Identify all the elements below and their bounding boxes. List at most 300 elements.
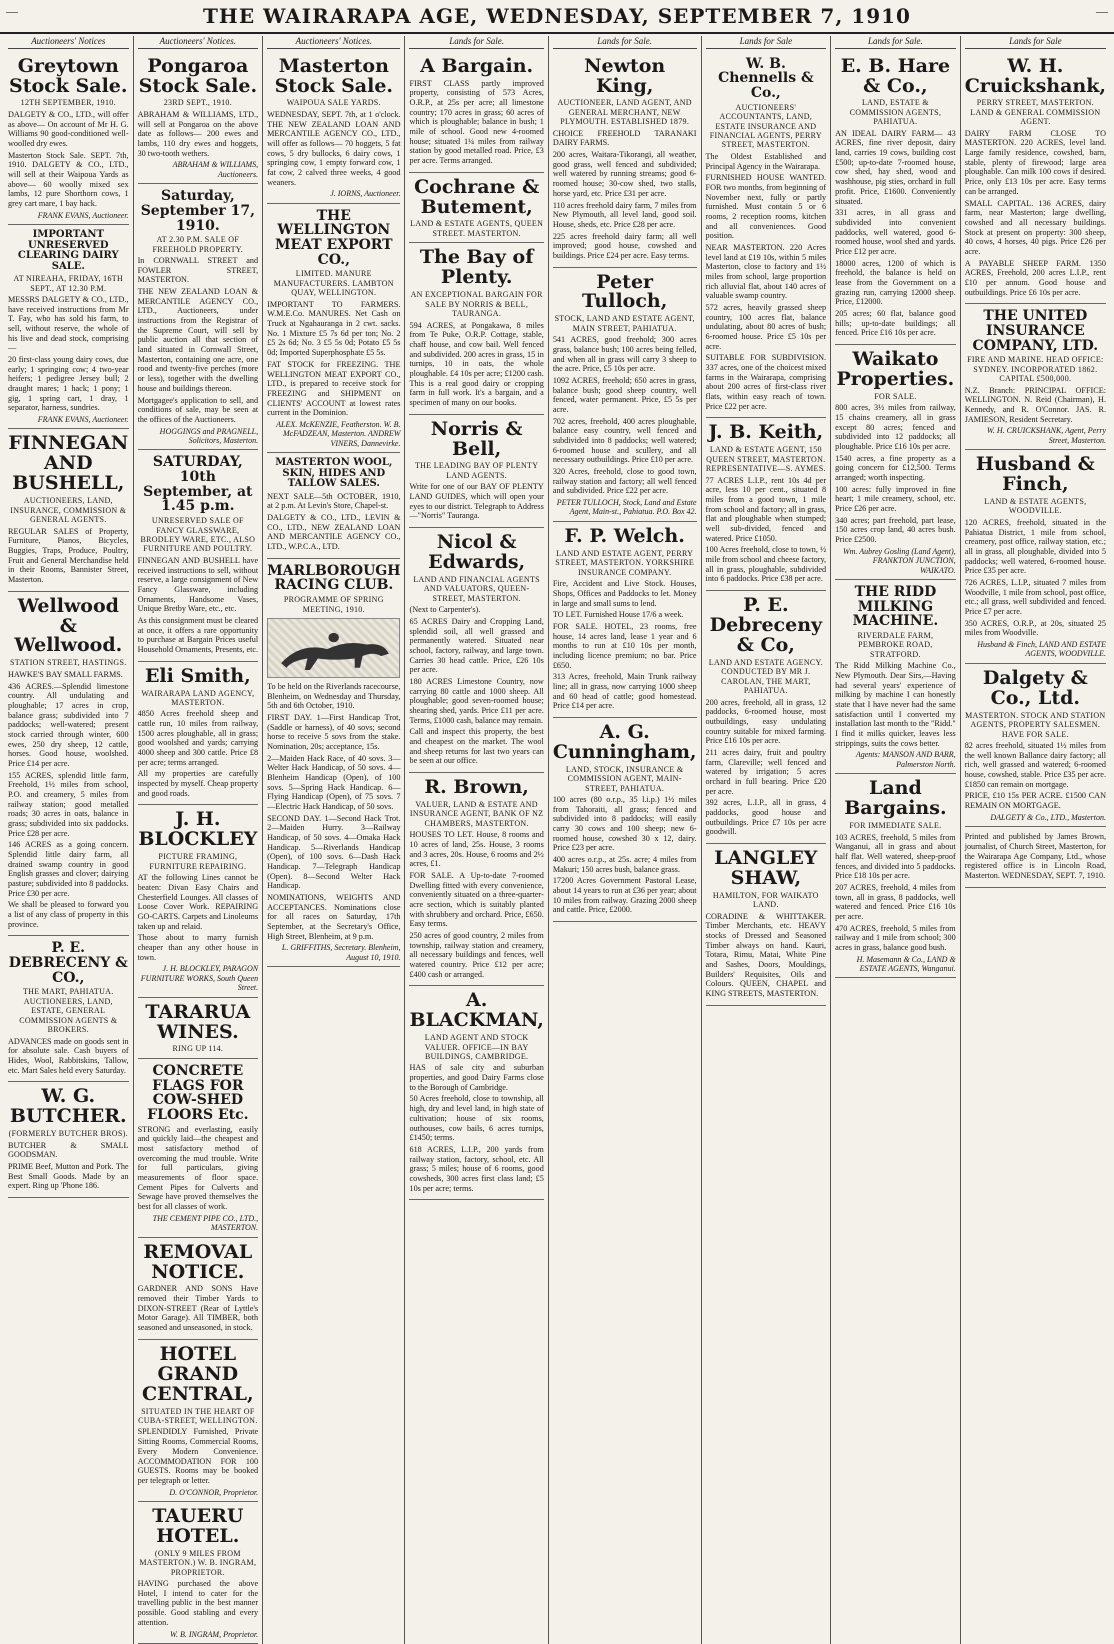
- ad-title: The Bay of Plenty.: [419, 246, 534, 289]
- column-heading: Lands for Sale: [706, 36, 827, 49]
- ad-title: MASTERTON WOOL, SKIN, HIDES AND TALLOW SALES.: [275, 457, 393, 490]
- ad-paragraph: BUTCHER & SMALL GOODSMAN.: [8, 1140, 129, 1160]
- ad-paragraph: FINNEGAN AND BUSHELL have received instructions to sell, without reserve, a large consignment of New Fancy Glassware, including Ornaments, Handsome Vases, Unique Bretby Ware, etc., etc.: [137, 555, 259, 614]
- ad-paragraph: HAVING purchased the above Hotel, I intend to cater for the travelling public in the best manner possible. Good stabling and every attention.: [137, 1579, 259, 1627]
- ad-paragraph: 702 acres, freehold, 400 acres ploughable, balance easy country, well fenced and subdivided into 8 paddocks; well watered; 6-roomed house and scullery, and all necessary outbuildings. Price £10 per acre.: [552, 416, 697, 465]
- ad-paragraph: In CORNWALL STREET and FOWLER STREET, MASTERTON.: [137, 256, 259, 285]
- advertisement: [138, 998, 259, 1059]
- advertisement: [8, 52, 129, 225]
- ad-title: REMOVAL NOTICE.: [143, 1240, 253, 1283]
- advertisement: [138, 1238, 259, 1340]
- ad-paragraph: WEDNESDAY, SEPT. 7th, at 1 o'clock. THE NEW ZEALAND LOAN AND MERCANTILE AGENCY CO., LTD., will offer as follows— 70 hoggets, 5 fat cows, 5 dry bullocks, 6 dairy cows, 1 springing cow, 1 empty forward cow, 1 fat cow, 2 calved three weeks, 4 good weaners.: [267, 109, 401, 187]
- ad-paragraph: FOR SALE. HOTEL, 23 rooms, free house, 14 acres land, lease 1 year and 6 months to run at £10 10s per month, including licence premium; no bar. Price £650.: [552, 621, 697, 670]
- ad-paragraph: 211 acres dairy, fruit and poultry farm, Clareville; well fenced and watered by irrigation; 5 acres orchard in full bearing. Price £20 per acre.: [705, 747, 827, 796]
- ad-subtitle: LIMITED. MANURE MANUFACTURERS. LAMBTON QUAY, WELLINGTON.: [273, 269, 394, 298]
- advertisement: [965, 304, 1106, 450]
- ad-title: TAUERU HOTEL.: [152, 1504, 244, 1547]
- ad-paragraph: Masterton Stock Sale. SEPT. 7th, 1910. DALGETY & CO., LTD., will sell at their Waipoua Yards as above— 60 woolly mixed sex lambs, 12 pure Shorthorn cows, 1 grey cart mare, 1 bay hack.: [8, 150, 129, 208]
- column-4: [405, 36, 548, 1644]
- ad-body: [8, 1141, 129, 1191]
- ad-title: Newton King,: [584, 54, 666, 97]
- ad-paragraph: REGULAR SALES of Property, Furniture, Pianos, Bicycles, Buggies, Traps, Produce, Poultry, Fruit and General Merchandise held in their Rooms, Bannister Street, Masterton.: [8, 526, 129, 584]
- ad-paragraph: 50 Acres freehold, close to township, all high, dry and level land, in high state of cultivation; house of six rooms, outhouses, cow bails, 6 acres turnips, £1450; terms.: [409, 1094, 544, 1143]
- ad-paragraph: CHOICE FREEHOLD TARANAKI DAIRY FARMS.: [552, 128, 697, 148]
- column-3: [263, 36, 405, 1644]
- ad-subtitle: WAIPOUA SALE YARDS.: [286, 98, 381, 108]
- ad-paragraph: ABRAHAM & WILLIAMS, LTD., will sell at Pongaroa on the above date as follows— 200 ewes and lambs, 110 dry ewes and hoggets, 30 two-tooth wethers.: [137, 109, 259, 158]
- ad-paragraph: SUITABLE FOR SUBDIVISION. 337 acres, one of the choicest mixed farms in the Wairarapa, comprising about 200 acres of first-class river flats, within easy reach of town. Price £22 per acre.: [705, 353, 827, 411]
- ad-body: [138, 110, 259, 158]
- ad-title: J. H. BLOCKLEY: [138, 808, 258, 851]
- advertisement: [409, 986, 543, 1200]
- column-heading: Lands for Sale.: [409, 36, 543, 49]
- ad-paragraph: NOMINATIONS, WEIGHTS AND ACCEPTANCES. Nominations close for all races on Saturday, 17th September, at the Secretary's Office, High Street, Blenheim, at 9 p.m.: [267, 893, 401, 941]
- ad-paragraph: PRICE, £10 15s PER ACRE. £1500 CAN REMAIN ON MORTGAGE.: [964, 791, 1106, 811]
- ad-paragraph: ADVANCES made on goods sent in for absolute sale. Cash buyers of Hides, Wool, Rabbitskins, Tallow, etc. Mart Sales held every Saturday.: [8, 1036, 129, 1075]
- ad-paragraph: 205 acres; 60 flat, balance good hills; up-to-date buildings; all fenced. Price £16 10s per acre.: [835, 308, 956, 338]
- advertisement: [138, 1340, 259, 1502]
- advertisement: [8, 1082, 129, 1198]
- ad-body: [138, 1427, 259, 1485]
- ad-subtitle: FIRE AND MARINE. HEAD OFFICE: SYDNEY. INCORPORATED 1862. CAPITAL £500,000.: [967, 355, 1104, 384]
- ad-paragraph: FIRST CLASS partly improved property, consisting of 573 Acres, O.R.P., at 25s per acre; all limestone country; 170 acres in grass; 60 acres of which is ploughable; balance in bush; 1 mile of school. Good new 4-roomed house; situated 1¼ miles from railway station by good metalled road. Price, £3 per acre. Terms arranged.: [409, 78, 544, 165]
- ad-paragraph: 800 acres, 3½ miles from railway, 15 chains creamery, all in grass except 80 acres; fenced and subdivided into 12 paddocks; all ploughable. Price £16 10s per acre.: [835, 403, 956, 451]
- ad-paragraph: 1540 acres, a fine property as a going concern for £12,500. Terms arranged; worth inspecting.: [835, 453, 956, 482]
- ad-body: [553, 795, 697, 915]
- column-heading: Lands for Sale.: [553, 36, 697, 49]
- column-heading: Auctioneers' Notices.: [267, 36, 400, 49]
- ad-title: Saturday, September 17, 1910.: [140, 188, 255, 234]
- ad-paragraph: NEXT SALE—5th OCTOBER, 1910, at 2 p.m. At Levin's Store, Chapel-st.: [267, 491, 401, 511]
- ad-signature: Agents: MANSON AND BARR, Palmerston North.: [855, 750, 956, 769]
- ad-paragraph: 225 acres freehold dairy farm; all well improved; good house, cowshed and buildings. Price £24 per acre. Easy terms.: [552, 231, 697, 260]
- ad-subtitle: LAND & ESTATE AGENTS, WOODVILLE.: [984, 497, 1087, 516]
- ad-paragraph: 103 ACRES, freehold, 5 miles from Wanganui, all in grass and about half flat. Well watered, sheep-proof fences, and divided into 5 paddocks. Price £18 10s per acre.: [835, 832, 956, 881]
- ad-signature: Wm. Aubrey Gosling (Land Agent), FRANKTON JUNCTION, WAIKATO.: [842, 546, 956, 575]
- ad-signature: W. H. CRUICKSHANK, Agent, Perry Street, Masterton.: [986, 426, 1106, 445]
- ad-paragraph: MESSRS DALGETY & CO., LTD., have received instructions from Mr T. Fay, who has sold his farm, to sell, without reserve, the whole of his live and dead stock, comprising—: [8, 294, 129, 353]
- ad-paragraph: 110 acres freehold dairy farm, 7 miles from New Plymouth, all level land, good soil. House, sheds, etc. Price £28 per acre.: [552, 200, 697, 229]
- ad-paragraph: (Next to Carpenter's).: [409, 605, 481, 615]
- advertisement: [267, 453, 400, 559]
- ad-paragraph: The Oldest Established and Principal Agency in the Wairarapa.: [705, 151, 827, 171]
- column-8: [961, 36, 1110, 1644]
- ad-title: CONCRETE FLAGS FOR COW-SHED FLOORS Etc.: [147, 1062, 249, 1123]
- ad-paragraph: 200 acres, Waitara-Tikorangi, all weather, good grass, well fenced and subdivided; well watered by running streams; good 6-roomed house; 30-cow shed, two stalls, horse yard, etc. Price £31 per acre.: [552, 150, 697, 198]
- ad-paragraph: We shall be pleased to forward you a list of any class of property in this province.: [8, 900, 129, 929]
- ad-subtitle: VALUER, LAND & ESTATE AND INSURANCE AGENT, BANK OF NZ CHAMBERS, MASTERTON.: [409, 799, 544, 828]
- ad-subtitle: LAND, STOCK, INSURANCE & COMMISSION AGENT, MAIN-STREET, PAHIATUA.: [565, 764, 684, 793]
- ad-paragraph: AT the following Lines cannot be beaten: Divan Easy Chairs and Chesterfield Lounges. All classes of Loose Cover Work. REPAIRING GO-CARTS. Carpets and Linoleums taken up and relaid.: [137, 873, 259, 931]
- ad-paragraph: GARDNER AND SONS Have removed their Timber Yards to DIXON-STREET (Rear of Lyttle's Motor Garage). All TIMBER, both seasoned and unseasoned, in stock.: [137, 1284, 259, 1333]
- advertisement: [267, 204, 400, 453]
- ad-paragraph: The Ridd Milking Machine Co., New Plymouth. Dear Sirs,—Having had several years' experience of milking by machine I can honestly state that I have never had the same satisfaction until I converted my installation last month to the "Ridd." I find it milks quicker, leaves less strippings, suits the cows better.: [835, 661, 956, 748]
- ad-title: A. G. Cunningham,: [552, 720, 697, 763]
- ad-title: W. B. Chennells & Co.,: [718, 55, 814, 101]
- ad-subtitle: THE LEADING BAY OF PLENTY LAND AGENTS.: [414, 461, 539, 480]
- ad-paragraph: Those about to marry furnish cheaper than any other house in town.: [137, 933, 259, 962]
- column-2: [134, 36, 264, 1644]
- ad-paragraph: 250 acres of good country, 2 miles from township, railway station and creamery, all necessary buildings and fences, well watered country. Price £12 per acre; £400 cash or arranged.: [409, 930, 544, 979]
- ad-body: [553, 579, 697, 711]
- advertisement: [965, 450, 1106, 664]
- ad-body: [835, 661, 956, 748]
- ad-paragraph: 572 acres, heavily grassed sheep country, 100 acres flat, balance undulating, about 80 acres of bush; 6-roomed house. Price £5 10s per acre.: [705, 302, 827, 351]
- advertisement: [706, 418, 827, 591]
- ad-signature: FRANK EVANS, Auctioneer.: [37, 210, 129, 220]
- ad-title: FINNEGAN AND BUSHELL,: [8, 432, 129, 495]
- ad-title: Dalgety & Co., Ltd.: [982, 666, 1088, 709]
- ad-subtitle: AT 2.30 P.M. SALE OF FREEHOLD PROPERTY.: [152, 235, 244, 254]
- column-heading: Auctioneers' Notices.: [138, 36, 259, 49]
- ad-body: [706, 912, 827, 999]
- ad-paragraph: 470 ACRES, freehold, 5 miles from railway and 1 mile from school; 300 acres in grass, balance good bush.: [835, 923, 956, 952]
- ad-signature: L. GRIFFITHS, Secretary. Blenheim, August 10, 1910.: [281, 943, 401, 962]
- ad-paragraph: 100 acres: fully improved in fine heart; 1 mile creamery, school, etc. Price £26 per acre.: [835, 484, 956, 513]
- newspaper-title: THE WAIRARAPA AGE, WEDNESDAY, SEPTEMBER 7, 1910: [203, 4, 911, 28]
- masthead: [0, 0, 1114, 34]
- ad-signature: ABRAHAM & WILLIAMS, Auctioneers.: [172, 160, 259, 179]
- ad-title: F. P. Welch.: [564, 524, 685, 547]
- ad-subtitle: AUCTIONEERS, LAND, INSURANCE, COMMISSION & GENERAL AGENTS.: [10, 496, 127, 525]
- advertisement: [8, 429, 129, 591]
- ad-paragraph: 340 acres; part freehold, part lease, 150 acres crop land, 40 acres bush. Price £2500.: [835, 515, 956, 544]
- ad-subtitle: 12TH SEPTEMBER, 1910.: [20, 98, 116, 108]
- ad-body: [409, 605, 543, 766]
- ad-signature: J. H. BLOCKLEY, PARAGON FURNITURE WORKS, South Queen Street.: [140, 964, 259, 993]
- ad-body: [965, 129, 1106, 297]
- ad-paragraph: 350 ACRES, O.R.P., at 20s, situated 25 miles from Woodville.: [964, 618, 1106, 638]
- ad-paragraph: 726 ACRES, L.I.P., situated 7 miles from Woodville, 1 mile from school, post office, etc.; all grass, well subdivided and fenced. Price £7 per acre.: [964, 577, 1106, 616]
- ad-subtitle: PERRY STREET, MASTERTON. LAND & GENERAL COMMISSION AGENT.: [970, 98, 1101, 127]
- ad-body: [409, 1063, 543, 1193]
- ad-title: Greytown Stock Sale.: [9, 54, 128, 97]
- ad-subtitle: STOCK, LAND AND ESTATE AGENT, MAIN STREET, PAHIATUA.: [554, 314, 695, 333]
- ad-signature: DALGETY & Co., LTD., Masterton.: [990, 812, 1106, 822]
- ad-paragraph: SPLENDIDLY Furnished, Private Sitting Rooms, Commercial Rooms, Every Modern Convenience. ACCOMMODATION FOR 100 GUESTS. Rooms may be booked per telegraph or letter.: [137, 1427, 259, 1485]
- ad-subtitle: 23RD SEPT., 1910.: [163, 98, 232, 108]
- ad-paragraph: NEAR MASTERTON. 220 Acres level land at £19 10s, within 5 miles Masterton, close to factory and 1½ miles from school, large proportion rich alluvial flat, about 140 acres of valuable swamp country.: [705, 242, 827, 301]
- ad-subtitle: LAND AND ESTATE AGENCY. CONDUCTED BY MR J. CAROLAN, THE MART, PAHIATUA.: [708, 657, 823, 696]
- column-heading: Lands for Sale: [965, 36, 1106, 49]
- ad-body: [8, 1037, 129, 1076]
- ad-subtitle: PROGRAMME OF SPRING MEETING, 1910.: [283, 595, 384, 614]
- ad-body: [706, 476, 827, 584]
- ad-body: [267, 492, 400, 552]
- advertisement: [706, 844, 827, 1006]
- advertisement: [553, 52, 697, 268]
- column-1: [4, 36, 134, 1644]
- ad-title: Wellwood & Wellwood.: [14, 594, 123, 657]
- ad-paragraph: 392 acres, L.I.P., all in grass, 4 paddocks, good house and outbuildings. Price £7 10s per acre goodwill.: [705, 798, 827, 837]
- ad-title: Norris & Bell,: [430, 417, 523, 460]
- advertisement: [706, 591, 827, 844]
- advertisement: [409, 528, 543, 773]
- ad-title: E. B. Hare & Co.,: [840, 54, 951, 97]
- ad-body: [835, 833, 956, 953]
- ad-body: [267, 110, 400, 187]
- ad-signature: HOGGINGS and PRAGNELL, Solicitors, Masterton.: [159, 426, 259, 445]
- ad-body: [267, 682, 400, 941]
- advertisement: [8, 592, 129, 937]
- ad-paragraph: DAIRY FARM CLOSE TO MASTERTON. 220 ACRES, level land. Large family residence, cowshed, barn, stable, plenty of firewood; large area ploughable. Can milk 100 cows if desired. Price, only £13 10s per acre. Easy terms can be arranged.: [964, 128, 1106, 196]
- ad-paragraph: THE NEW ZEALAND LOAN & MERCANTILE AGENCY CO., LTD., Auctioneers, under instructions from the Registrar of the Supreme Court, will sell by public auction all that section of land situated in Cornwall Street, Masterton, containing one acre, one rood and twenty-five perches (more or less), together with the dwelling house and buildings thereon.: [137, 287, 259, 393]
- ad-paragraph: 594 ACRES, at Pongakawa, 8 miles from Te Puke, O.R.P. Cottage, stable, chaff house, and cow bail. Well fenced and subdivided. 200 acres in grass, 15 in turnips, 10 in oats, the whole ploughable. £4 10s per acre; £1200 cash. This is a real good dairy or cropping farm in full work. It's a bargain, and a specimen of many on our books.: [409, 320, 544, 407]
- ad-body: [835, 129, 956, 338]
- advertisement: [965, 664, 1106, 827]
- ad-body: [8, 670, 129, 929]
- ad-paragraph: 618 ACRES, L.I.P., 200 yards from railway station, factory, school, etc. All grass; 5 miles; house of 6 rooms, good cowsheds, 300 acres first class land; £5 10s per acre; terms.: [409, 1144, 544, 1193]
- ad-title: Nicol & Edwards,: [428, 531, 526, 573]
- advertisement: [8, 936, 129, 1082]
- ad-title: W. G. BUTCHER.: [9, 1085, 127, 1128]
- ad-paragraph: STRONG and everlasting, easily and quickly laid—the cheapest and most satisfactory method of overcoming the mud trouble. Write for full particulars, giving measurements of floor space. Cement Pipes for Culverts and Sewage have proved themselves the best for all classes of work.: [137, 1124, 259, 1212]
- ad-title: W. H. Cruickshank,: [964, 54, 1106, 97]
- ad-paragraph: HAWKE'S BAY SMALL FARMS.: [8, 669, 123, 679]
- ad-body: [409, 79, 543, 166]
- advertisement: [409, 415, 543, 528]
- ad-paragraph: FOR SALE. A Up-to-date 7-roomed Dwelling fitted with every convenience, conveniently situated on a three-quarter-acre section, which is suitably planted with shrubbery and orchard. Price, £650. Easy terms.: [409, 870, 544, 929]
- advertisement: [138, 184, 259, 450]
- ad-title: P. E. DEBRECENY & CO.,: [8, 940, 128, 986]
- ad-paragraph: 541 ACRES, good freehold; 300 acres grass, balance bush; 100 acres being felled, and when all in grass will carry 3 sheep to the acre. Price, £5 10s per acre.: [552, 335, 697, 374]
- ad-subtitle: MASTERTON. STOCK AND STATION AGENTS, PROPERTY SALESMEN. HAVE FOR SALE.: [965, 710, 1106, 739]
- ad-title: Masterton Stock Sale.: [274, 54, 394, 97]
- ad-paragraph: FURNISHED HOUSE WANTED. FOR two months, from beginning of November next, fully or partly furnished. Must contain 5 or 6 rooms, 2 reception rooms, kitchen and all conveniences. Good position.: [705, 173, 827, 241]
- ad-paragraph: 120 ACRES, freehold, situated in the Pahiatua District, 1 mile from school, creamery, post office, railway station, etc.; all in grass, all ploughable, divided into 5 paddocks; well watered, 6-roomed house. Price £35 per acre.: [964, 517, 1106, 576]
- ad-body: [835, 403, 956, 544]
- ad-signature: ALEX. McKENZIE, Featherston. W. B. McFADZEAN, Masterton. ANDREW VINERS, Dannevirke.: [276, 419, 401, 448]
- ad-paragraph: 436 ACRES.—Splendid limestone country. All undulating and ploughable; 17 acres in crop, balance grass; subdivided into 7 paddocks; well-watered; present stock carried through winter, 600 ewes, 250 dry sheep, 12 cattle, horses. Good house, woolshed. Price £14 per acre.: [8, 681, 129, 768]
- advertisement: [409, 52, 543, 173]
- ad-paragraph: 20 first-class young dairy cows, due early; 1 springing cow; 4 two-year heifers; 1 pedigree Jersey bull; 2 draught mares; 1 hack; 1 pony; 1 gig, 1 spring cart, 1 dray, 1 separator, harness, sundries.: [8, 354, 129, 413]
- advertisement: [553, 268, 697, 522]
- ad-subtitle: THE MART, PAHIATUA. AUCTIONEERS, LAND, ESTATE, GENERAL COMMISSION AGENTS & BROKERS.: [19, 987, 118, 1035]
- ad-body: [138, 873, 259, 962]
- ad-body: [965, 741, 1106, 811]
- ad-title: J. B. Keith,: [708, 421, 824, 444]
- ad-paragraph: 400 acres o.r.p., at 25s. acre; 4 miles from Makuri; 150 acres bush, balance grass.: [552, 855, 697, 874]
- ad-paragraph: HAS of sale city and suburban properties, and good Dairy Farms close to the Borough of Cambridge.: [409, 1063, 544, 1092]
- ad-title: A. BLACKMAN,: [409, 989, 544, 1032]
- ad-body: [409, 321, 543, 408]
- ad-paragraph: 155 ACRES, splendid little farm, Freehold, 1½ miles from school, P.O. and creamery, 5 miles from railway station; good metalled roads; 30 acres in oats, balance in grass; subdivided into six paddocks. Price £28 per acre.: [8, 770, 129, 838]
- ad-paragraph: DALGETY & CO., LTD., will offer as above— On account of Mr H. G. Williams 90 good-conditioned well-woolled dry ewes.: [8, 109, 129, 148]
- ad-subtitle: HAMILTON, FOR WAIKATO LAND.: [712, 890, 819, 910]
- advertisement: [138, 1059, 259, 1238]
- advertisement: [835, 345, 956, 580]
- ad-paragraph: HOUSES TO LET. House, 8 rooms and 10 acres of land, 25s. House, 3 rooms and 3 acres, 20s. House, 6 rooms and 2½ acres, £1.: [409, 830, 544, 869]
- advertisement: [409, 173, 543, 244]
- ad-subtitle: AUCTIONEERS' ACCOUNTANTS, LAND, ESTATE INSURANCE AND FINANCIAL AGENTS, PERRY STREET, MASTERTON.: [709, 102, 822, 150]
- advertisement: [706, 52, 827, 419]
- ad-signature: Husband & Finch, LAND AND ESTATE AGENTS, WOODVILLE.: [977, 639, 1106, 659]
- ad-paragraph: 146 ACRES as a going concern. Splendid little dairy farm, all drained swamp country in good English grasses and clover; dairying pasture; subdivided into 8 paddocks. Price £30 per acre.: [8, 840, 129, 898]
- ad-subtitle: AT NIREAHA, FRIDAY, 16TH SEPT., AT 12.30 P.M.: [13, 274, 124, 293]
- ad-paragraph: 100 acres (80 o.r.p., 35 l.i.p.) 1½ miles from Tahoraiti, all grass; fenced and subdivided into 8 paddocks; will easily carry 30 cows and 100 sheep; new 6-roomed house, cowshed 30 x 12, dairy. Price £23 per acre.: [552, 795, 697, 853]
- ad-paragraph: Fire, Accident and Live Stock. Houses, Shops, Offices and Paddocks to let. Money in large and small sums to lend.: [552, 579, 697, 608]
- column-heading: Auctioneers' Notices: [8, 36, 129, 49]
- ad-paragraph: 82 acres freehold, situated 1½ miles from the well known Ballance dairy factory; all rich, well grassed and watered; 6-roomed house, cowshed, stable. Price £35 per acre. £1850 can remain on mortgage.: [964, 741, 1106, 789]
- ad-signature: FRANK EVANS, Auctioneer.: [37, 415, 129, 425]
- advertisement: [409, 773, 543, 986]
- ad-title: Land Bargains.: [844, 777, 947, 820]
- ad-title: IMPORTANT UNRESERVED CLEARING DAIRY SALE.: [17, 229, 119, 272]
- ad-paragraph: PRIME Beef, Mutton and Pork. The Best Small Goods. Made by an expert. Ring up 'Phone 186.: [8, 1161, 129, 1191]
- ad-subtitle: LAND AND ESTATE AGENT, PERRY STREET, MASTERTON. YORKSHIRE INSURANCE COMPANY.: [555, 548, 695, 577]
- ad-subtitle: LAND & ESTATE AGENTS, QUEEN STREET. MASTERTON.: [410, 219, 544, 238]
- advertisement: [409, 243, 543, 414]
- advertisement: [553, 522, 697, 718]
- advertisement: [835, 52, 956, 345]
- ad-body: [965, 832, 1106, 880]
- ad-body: [409, 482, 543, 521]
- ad-body: [553, 335, 697, 496]
- ad-body: [706, 698, 827, 837]
- ad-subtitle: WAIRARAPA LAND AGENCY, MASTERTON.: [141, 688, 255, 707]
- column-5: [549, 36, 702, 1644]
- ad-body: [138, 1579, 259, 1627]
- advertisement: [138, 662, 259, 806]
- advertisement: [965, 827, 1106, 887]
- ad-paragraph: 4850 Acres freehold sheep and cattle run, 10 miles from railway, 1500 acres ploughable, all in grass; good woolshed and yards; carrying 4000 sheep and 300 cattle. Price £8 per acre; terms arranged.: [137, 709, 259, 767]
- advertisement: [138, 1502, 259, 1644]
- ad-paragraph: 1092 ACRES, freehold; 650 acres in grass, balance bush; good sheep country, well fenced, water permanent. Price, £5 5s per acre.: [552, 375, 697, 414]
- page-number: —: [6, 4, 18, 18]
- ad-title: Pongaroa Stock Sale.: [138, 54, 258, 97]
- ad-paragraph: 100 Acres freehold, close to town, ½ mile from school and cheese factory, all in grass, ploughable, subdivided into 6 paddocks. Price £38 per acre.: [705, 545, 827, 584]
- page-corner: —: [1096, 4, 1108, 18]
- ad-paragraph: 2—Maiden Hack Race, of 40 sovs. 3—Welter Hack Handicap, of 50 sovs. 4—Blenheim Handicap (Open), of 100 sovs. 5—Spring Hack Handicap. 6—Flying Handicap (Open), of 75 sovs. 7—Electric Hack Handicap, of 50 sovs.: [267, 753, 401, 812]
- ad-subtitle: LAND & ESTATE AGENT, 150 QUEEN STREET, MASTERTON. REPRESENTATIVE—S. AYMES.: [705, 445, 826, 474]
- ad-body: [138, 1125, 259, 1212]
- ad-paragraph: To be held on the Riverlands racecourse, Blenheim, on Wednesday and Thursday, 5th and 6th October, 1910.: [267, 681, 401, 711]
- ad-signature: D. O'CONNOR, Proprietor.: [169, 1487, 259, 1497]
- ad-title: TARARUA WINES.: [145, 1000, 251, 1043]
- ad-body: [138, 709, 259, 798]
- ad-title: HOTEL GRAND CENTRAL,: [142, 1342, 254, 1405]
- ad-subtitle: LAND AND FINANCIAL AGENTS AND VALUATORS, QUEEN-STREET, MASTERTON.: [413, 574, 540, 603]
- advertisement: [138, 52, 259, 185]
- ad-paragraph: 207 ACRES, freehold, 4 miles from town, all in grass, 8 paddocks, well watered and fenced. Price £16 10s per acre.: [835, 882, 956, 921]
- ad-paragraph: CORADINE & WHITTAKER. Timber Merchants, etc. HEAVY stocks of Dressed and Seasoned Timber always on hand. Kauri, Totara, Rimu, Matai, White Pine and Sashes, Doors, Mouldings, Builders' Requisites, Oils and Colours. QUEEN, CHAPEL and KING STREETS, MASTERTON.: [705, 911, 827, 999]
- ad-paragraph: N.Z. Branch: PRINCIPAL OFFICE: WELLINGTON. N. Reid (Chairman), H. Kennedy, and R. O'Connor. JAS. R. JAMIESON, Resident Secretary.: [964, 385, 1106, 424]
- ad-body: [138, 556, 259, 655]
- ad-signature: THE CEMENT PIPE CO., LTD., MASTERTON.: [152, 1213, 259, 1233]
- ad-paragraph: TO LET. Furnished House 17/6 a week.: [552, 610, 684, 620]
- ad-paragraph: 331 acres, in all grass and subdivided into convenient paddocks, well watered, good 6-roomed house, wool shed and yards. Price £12 per acre.: [835, 208, 956, 256]
- column-heading: Lands for Sale.: [835, 36, 956, 49]
- ad-paragraph: FIRST DAY. 1—First Handicap Trot, (Saddle or harness), of 40 sovs; second horse to receive 5 sovs from the stake. Nomination, 20s; acceptance, 15s.: [267, 712, 401, 751]
- ad-paragraph: Mortgagee's application to sell, and conditions of sale, may be seen at the offices of the Auctioneers.: [137, 395, 259, 424]
- advertisement: [835, 774, 956, 978]
- ad-signature: H. Masemann & Co., LAND & ESTATE AGENTS, Wanganui.: [856, 954, 956, 974]
- ad-body: [138, 256, 259, 424]
- ad-body: [553, 129, 697, 261]
- ad-body: [267, 300, 400, 418]
- column-6: [702, 36, 832, 1644]
- ad-paragraph: 18000 acres, 1200 of which is freehold, the balance is held on lease from the Government on a grazing run, carrying 12000 sheep. Price, £12000.: [835, 258, 956, 307]
- ad-body: [8, 527, 129, 585]
- ad-paragraph: Printed and published by James Brown, journalist, of Church Street, Masterton, for the Wairarapa Age Company, Ltd., whose registered office is in Lincoln Road, Masterton. WEDNESDAY, SEPT. 7, 1910.: [964, 832, 1106, 880]
- ad-paragraph: As this consignment must be cleared at once, it offers a rare opportunity to purchase at Bargain Prices useful Household Ornaments, Presents, etc.: [137, 615, 259, 654]
- ad-paragraph: 65 ACRES Dairy and Cropping Land, splendid soil, all well grassed and permanently watered. Situated near school, factory, railway, and large town. Carries 30 head cattle. Price, £26 10s per acre.: [409, 616, 544, 675]
- ad-paragraph: A PAYABLE SHEEP FARM. 1350 ACRES, Freehold, 200 acres L.I.P., rent £10 per annum. Good house and outbuildings. Price £6 10s per acre.: [964, 258, 1106, 297]
- ad-paragraph: Write for one of our BAY OF PLENTY LAND GUIDES, which will open your eyes to our district. Telegraph to Address—"Norris" Tauranga.: [409, 482, 544, 521]
- ad-subtitle: STATION STREET, HASTINGS.: [10, 658, 127, 668]
- ad-title: THE WELLINGTON MEAT EXPORT CO.,: [274, 207, 393, 268]
- ad-subtitle: (FORMERLY BUTCHER BROS).: [8, 1129, 128, 1139]
- ad-subtitle: PICTURE FRAMING, FURNITURE REPAIRING.: [149, 852, 247, 871]
- ad-body: [8, 110, 129, 209]
- ad-body: [138, 1284, 259, 1332]
- ad-body: [706, 152, 827, 411]
- ad-subtitle: FOR SALE.: [874, 391, 917, 401]
- ad-subtitle: SITUATED IN THE HEART OF CUBA-STREET, WELLINGTON.: [138, 1406, 258, 1426]
- ad-signature: PETER TULLOCH, Stock, Land and Estate Agent, Main-st., Pahiatua. P.O. Box 42.: [556, 498, 697, 517]
- ad-subtitle: LAND AGENT AND STOCK VALUER. OFFICE—IN BAY BUILDINGS, CAMBRIDGE.: [424, 1033, 529, 1062]
- advertisement: [138, 805, 259, 997]
- ad-title: A Bargain.: [420, 54, 534, 77]
- ad-subtitle: UNRESERVED SALE OF FANCY GLASSWARE, BRODLEY WARE, ETC., ALSO FURNITURE AND POULTRY.: [140, 516, 256, 554]
- ad-body: [965, 386, 1106, 425]
- advertisement: [267, 52, 400, 204]
- ad-title: THE UNITED INSURANCE COMPANY, LTD.: [972, 308, 1099, 354]
- ad-subtitle: LAND, ESTATE & COMMISSION AGENTS, PAHIATUA.: [849, 98, 942, 127]
- ad-title: Waikato Properties.: [836, 347, 955, 390]
- ad-title: SATURDAY, 10th September, at 1.45 p.m.: [143, 454, 253, 515]
- ad-paragraph: 320 Acres, freehold, close to good town, railway station and factory; all well fenced and subdivided. Price £22 per acre.: [552, 467, 697, 496]
- advertisement: [267, 559, 400, 968]
- ad-signature: W. B. INGRAM, Proprietor.: [170, 1629, 259, 1639]
- ad-subtitle: RIVERDALE FARM, PEMBROKE ROAD, STRATFORD.: [857, 631, 934, 659]
- ad-body: [965, 518, 1106, 638]
- ad-title: P. E. Debreceny & Co,: [709, 593, 823, 656]
- ad-paragraph: SECOND DAY. 1—Second Hack Trot. 2—Maiden Hurry. 3—Railway Handicap, of 50 sovs. 4—Omaka Hack Handicap. 5—Riverlands Handicap (Open), of 100 sovs. 6—Dash Hack Handicap. 7—Telegraph Handicap (Open). 8—Second Welter Hack Handicap.: [267, 813, 401, 891]
- ad-title: LANGLEY SHAW,: [714, 846, 818, 889]
- ad-title: R. Brown,: [424, 775, 529, 798]
- ad-subtitle: (ONLY 9 MILES FROM MASTERTON.) W. B. INGRAM, PROPRIETOR.: [139, 1548, 257, 1577]
- advertisement: [553, 718, 697, 922]
- ad-subtitle: AN EXCEPTIONAL BARGAIN FOR SALE BY NORRIS & BELL, TAURANGA.: [410, 290, 543, 319]
- ad-title: Peter Tulloch,: [582, 270, 668, 313]
- ad-body: [409, 830, 543, 979]
- ad-signature: J. IORNS, Auctioneer.: [330, 189, 401, 199]
- ad-paragraph: All my properties are carefully inspected by myself. Cheap property and good roads.: [137, 769, 259, 798]
- ad-subtitle: AUCTIONEER, LAND AGENT, AND GENERAL MERCHANT, NEW PLYMOUTH. ESTABLISHED 1879.: [557, 98, 692, 127]
- ad-body: [8, 295, 129, 413]
- advertisement: [8, 225, 129, 429]
- ad-title: Cochrane & Butement,: [414, 175, 540, 218]
- ad-paragraph: Call and inspect this property, the best and cheapest on the market. The wool and sheep returns for last two years can be seen at our office.: [409, 727, 544, 766]
- ad-paragraph: 313 Acres, freehold, Main Trunk railway line; all in grass, now carrying 1000 sheep and 60 head of cattle; good homestead. Price £14 per acre.: [552, 672, 697, 711]
- ad-paragraph: FAT STOCK for FREEZING. THE WELLINGTON MEAT EXPORT CO., LTD., is prepared to receive stock for FREEZING and SHIPMENT on CLIENTS' ACCOUNT at lowest rates current in the Dominion.: [267, 359, 401, 418]
- advertisement: [965, 52, 1106, 305]
- ad-subtitle: FOR IMMEDIATE SALE.: [849, 821, 942, 831]
- ad-title: Eli Smith,: [144, 664, 251, 687]
- ad-title: MARLBOROUGH RACING CLUB.: [267, 562, 401, 594]
- advertisement: [138, 450, 259, 661]
- ad-paragraph: SMALL CAPITAL. 136 ACRES, dairy farm, near Masterton; large dwelling, cowshed and all necessary buildings. Stock at present on property: 300 sheep, 40 cows, 4 horses, 40 pigs. Price £26 per acre.: [964, 198, 1106, 256]
- ad-paragraph: 180 ACRES Limestone Country, now carrying 80 cattle and 1000 sheep. All ploughable; good seven-roomed house; shearing shed, yards. Price £11 per acre. Terms, £1000 cash, balance may remain.: [409, 676, 544, 725]
- ad-paragraph: IMPORTANT TO FARMERS. W.M.E.Co. MANURES. Net Cash on Truck at Ngahauranga in 2 cwt. sacks. No. 1 Mixture £5 7s 6d per ton; No. 2 £5 2s 6d; No. 3 £5 5s 0d; Potato £5 5s 0d; Imported Superphosphate £5 5s.: [267, 299, 401, 358]
- ad-title: THE RIDD MILKING MACHINE.: [852, 583, 939, 630]
- advertisement: [835, 580, 956, 774]
- ad-paragraph: 17200 Acres Government Pastoral Lease, about 14 years to run at £36 per year; about 10 miles from railway. Grazing 2000 sheep and cattle. Price, £2000.: [552, 876, 697, 915]
- ad-paragraph: AN IDEAL DAIRY FARM— 43 ACRES, fine river deposit, dairy land, carries 19 cows, building cost £500; up-to-date 7-roomed house, cow shed, hay shed, wood and washhouse, pig sties, orchard in full profit. Price, £1600. Conveniently situated.: [835, 128, 956, 206]
- ad-subtitle: RING UP 114.: [172, 1044, 224, 1054]
- newspaper-columns: [4, 36, 1110, 1639]
